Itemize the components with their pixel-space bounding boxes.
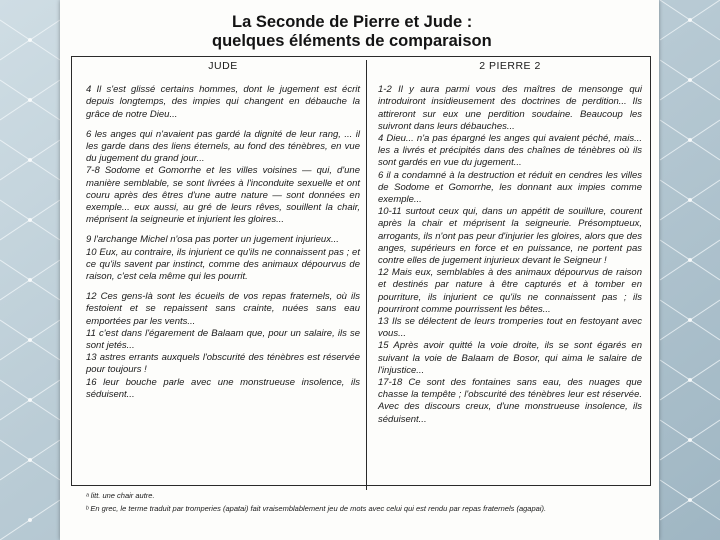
pierre-verse-10-11: 10-11 surtout ceux qui, dans un appétit de souillure, courent après la chair et méprisent la seigneurie. Présomptueux, arrogants, ils n'ont pas peur d'injurier les gloires, alors que des anges, supérieurs en force et en puissance, ne portent pas contre elles de jugement injurieux devant le Seigneur ! <box>378 206 642 267</box>
jude-verse-10: 10 Eux, au contraire, ils injurient ce qu'ils ne connaissent pas ; et ce qu'ils savent par instinct, comme des animaux dépourvus de raison, c'est cela même qui les pourrit. <box>86 246 360 283</box>
jude-verse-16: 16 leur bouche parle avec une monstrueuse insolence, ils séduisent... <box>86 376 360 400</box>
footnote-b: ᵇ En grec, le terme traduit par tromperies (apatai) fait vraisemblablement jeu de mots avec celui qui est rendu par repas fraternels (agapai). <box>86 503 547 513</box>
title-line-1: La Seconde de Pierre et Jude : <box>232 13 473 31</box>
pierre-verse-1-2: 1-2 Il y aura parmi vous des maîtres de mensonge qui introduiront insidieusement des doctrines de perdition... Ils attireront sur eux une perdition soudaine. Beaucoup les suivront dans leurs débauches... <box>378 84 642 132</box>
jude-verse-6: 6 les anges qui n'avaient pas gardé la dignité de leur rang, ... il les garde dans des liens éternels, au fond des ténèbres, en vue du jugement du grand jour... <box>86 128 360 165</box>
jude-verse-11: 11 c'est dans l'égarement de Balaam que, pour un salaire, ils se sont jetés... <box>86 327 360 352</box>
pierre-column <box>378 60 642 426</box>
column-divider <box>366 60 367 490</box>
jude-verse-9: 9 l'archange Michel n'osa pas porter un jugement injurieux... <box>86 234 339 246</box>
document-page <box>60 0 659 540</box>
pierre-verse-15: 15 Après avoir quitté la voie droite, ils se sont égarés en suivant la voie de Balaam de Bosor, qui aima le salaire de l'injustice... <box>378 340 642 376</box>
jude-column <box>86 60 360 401</box>
jude-verse-4: 4 Il s'est glissé certains hommes, dont le jugement est écrit depuis longtemps, des impies qui changent en débauche la grâce de notre Dieu... <box>86 84 360 120</box>
footnotes <box>86 491 646 513</box>
pierre-verse-12: 12 Mais eux, semblables à des animaux dépourvus de raison et destinés par nature à être capturés et à tomber en pourriture, ils injurient ce qu'ils ne connaissent pas ; ils pourriront comme pourrissent les bêtes... <box>378 267 642 315</box>
pierre-verse-13: 13 Ils se délectent de leurs tromperies tout en festoyant avec vous... <box>378 316 642 340</box>
pierre-verse-17-18: 17-18 Ce sont des fontaines sans eau, des nuages que chasse la tempête ; l'obscurité des ténèbres leur est réservée. Avec des discours creux, d'une monstrueuse insolence, ils séduisent... <box>378 377 642 425</box>
page-title <box>212 13 492 51</box>
jude-heading: JUDE <box>208 60 238 72</box>
jude-verse-7-8: 7-8 Sodome et Gomorrhe et les villes voisines — qui, d'une manière semblable, se sont livrées à l'inconduite sexuelle et ont couru après des êtres d'une autre nature — sont données en exemple... eux aussi, au gré de leurs rêves, souillent la chair, méprisent la seigneurie et injurient les gloires... <box>86 165 360 226</box>
pierre-heading: 2 PIERRE 2 <box>479 60 541 72</box>
jude-verse-12: 12 Ces gens-là sont les écueils de vos repas fraternels, où ils festoient et se repaissent sans crainte, nuées sans eau emportées par les vents... <box>86 291 360 327</box>
title-line-2: quelques éléments de comparaison <box>212 32 492 50</box>
jude-verse-13: 13 astres errants auxquels l'obscurité des ténèbres est réservée pour toujours ! <box>86 352 360 376</box>
footnote-a: ᵃ litt. une chair autre. <box>86 491 155 500</box>
pierre-verse-6: 6 il a condamné à la destruction et réduit en cendres les villes de Sodome et Gomorrhe, les donnant aux impies comme exemple... <box>378 169 642 206</box>
pierre-verse-4: 4 Dieu... n'a pas épargné les anges qui avaient péché, mais... les a livrés et précipités dans des chaînes de ténèbres où ils sont gardés en vue du jugement... <box>378 133 642 169</box>
